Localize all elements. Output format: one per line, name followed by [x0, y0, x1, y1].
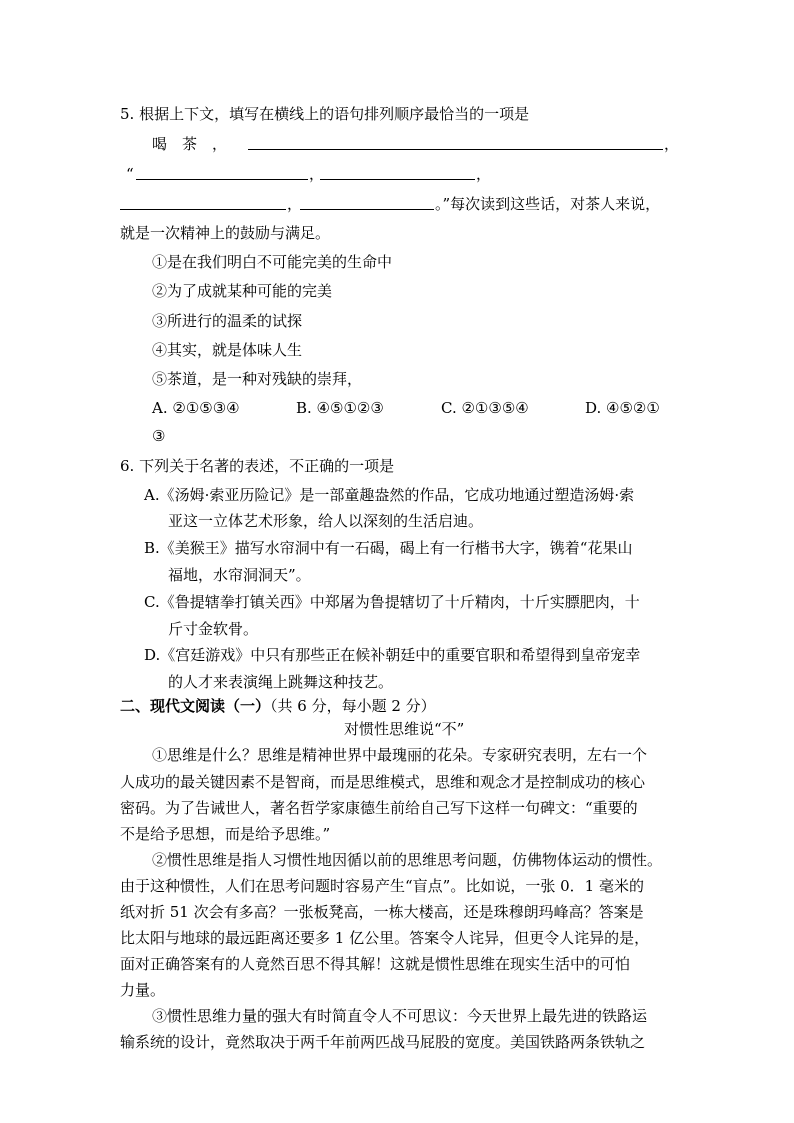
- article-p2-line4: 比太阳与地球的最远距离还要多 1 亿公里。答案令人诧异，但更令人诧异的是，: [120, 929, 650, 947]
- q6-option-a-line1: A.《汤姆·索亚历险记》是一部童趣盎然的作品，它成功地通过塑造汤姆·索: [144, 486, 635, 504]
- q5-comma-3: ，: [476, 165, 492, 183]
- q5-option-b: B. ④⑤①②③: [296, 399, 384, 417]
- q6-option-c-line1: C.《鲁提辖拳打镇关西》中郑屠为鲁提辖切了十斤精肉，十斤实膘肥肉，十: [144, 593, 640, 611]
- article-p2-line6: 力量。: [120, 981, 166, 999]
- q6-option-d-line2: 的人才来表演绳上跳舞这种技艺。: [168, 673, 394, 691]
- article-p1-line1: ①思维是什么？思维是精神世界中最瑰丽的花朵。专家研究表明，左右一个: [152, 746, 648, 764]
- q5-end-quote: 。”每次读到这些话，对茶人来说，: [435, 195, 661, 213]
- q5-item-5: ⑤茶道，是一种对残缺的崇拜，: [152, 370, 363, 388]
- q5-blank-2: [136, 163, 308, 180]
- article-p2-line2: 由于这种惯性，人们在思考问题时容易产生“盲点”。比如说，一张 0．1 毫米的: [120, 877, 644, 895]
- q6-option-d-line1: D.《宫廷游戏》中只有那些正在候补朝廷中的重要官职和希望得到皇帝宠幸: [144, 646, 641, 664]
- q6-stem: 6. 下列关于名著的表述，不正确的一项是: [120, 457, 395, 475]
- q6-option-c-line2: 斤寸金软骨。: [168, 620, 259, 638]
- q5-comma-2: ，: [309, 165, 325, 183]
- q5-open-quote: “: [126, 165, 134, 183]
- q6-option-b-line1: B.《美猴王》描写水帘洞中有一石碣，碣上有一行楷书大字，镌着“花果山: [144, 539, 633, 557]
- article-p1-line4: 不是给予思想，而是给予思维。”: [120, 825, 331, 843]
- section-heading-title: 二、现代文阅读（一）: [120, 697, 271, 715]
- q5-blank-3: [320, 163, 475, 180]
- article-p1-line2: 人成功的最关键因素不是智商，而是思维模式，思维和观念才是控制成功的核心: [120, 773, 646, 791]
- q5-line1-start: 喝 茶 ，: [152, 135, 228, 153]
- q6-option-b-line2: 福地，水帘洞洞天”。: [168, 566, 311, 584]
- q5-option-c: C. ②①③⑤④: [441, 399, 529, 417]
- q5-option-d: D. ④⑤②①: [585, 399, 660, 417]
- article-p2-line5: 面对正确答案有的人竟然百思不得其解！这就是惯性思维在现实生活中的可怕: [120, 955, 631, 973]
- q5-blank-1: [248, 133, 663, 150]
- q5-comma-1: ，: [664, 135, 680, 153]
- q5-line1: [152, 134, 227, 154]
- q5-line4: 就是一次精神上的鼓励与满足。: [120, 224, 331, 242]
- article-p2-line3: 纸对折 51 次会有多高？一张板凳高，一栋大楼高，还是珠穆朗玛峰高？答案是: [120, 903, 644, 921]
- q5-option-d-wrap: ③: [152, 427, 166, 445]
- q5-item-4: ④其实，就是体味人生: [152, 341, 303, 359]
- article-p1-line3: 密码。为了告诫世人，著名哲学家康德生前给自己写下这样一句碑文：“重要的: [120, 799, 638, 817]
- article-p3-line1: ③惯性思维力量的强大有时简直令人不可思议：今天世界上最先进的铁路运: [152, 1007, 648, 1025]
- q6-option-a-line2: 亚这一立体艺术形象，给人以深刻的生活启迪。: [168, 512, 484, 530]
- q5-item-3: ③所进行的温柔的试探: [152, 312, 303, 330]
- q5-stem: 5. 根据上下文，填写在横线上的语句排列顺序最恰当的一项是: [120, 105, 530, 123]
- article-p3-line2: 输系统的设计，竟然取决于两千年前两匹战马屁股的宽度。美国铁路两条铁轨之: [120, 1033, 646, 1051]
- section-heading-note: （共 6 分，每小题 2 分）: [270, 697, 436, 715]
- article-title: 对惯性思维说“不”: [344, 720, 465, 738]
- section-heading: [120, 696, 436, 716]
- q5-blank-4: [120, 193, 286, 210]
- q5-item-1: ①是在我们明白不可能完美的生命中: [152, 253, 393, 271]
- article-p2-line1: ②惯性思维是指人习惯性地因循以前的思维思考问题，仿佛物体运动的惯性。: [152, 851, 663, 869]
- q5-blank-5: [300, 193, 434, 210]
- q5-item-2: ②为了成就某种可能的完美: [152, 282, 333, 300]
- q5-option-a: A. ②①⑤③④: [152, 399, 240, 417]
- q5-comma-4: ，: [287, 195, 303, 213]
